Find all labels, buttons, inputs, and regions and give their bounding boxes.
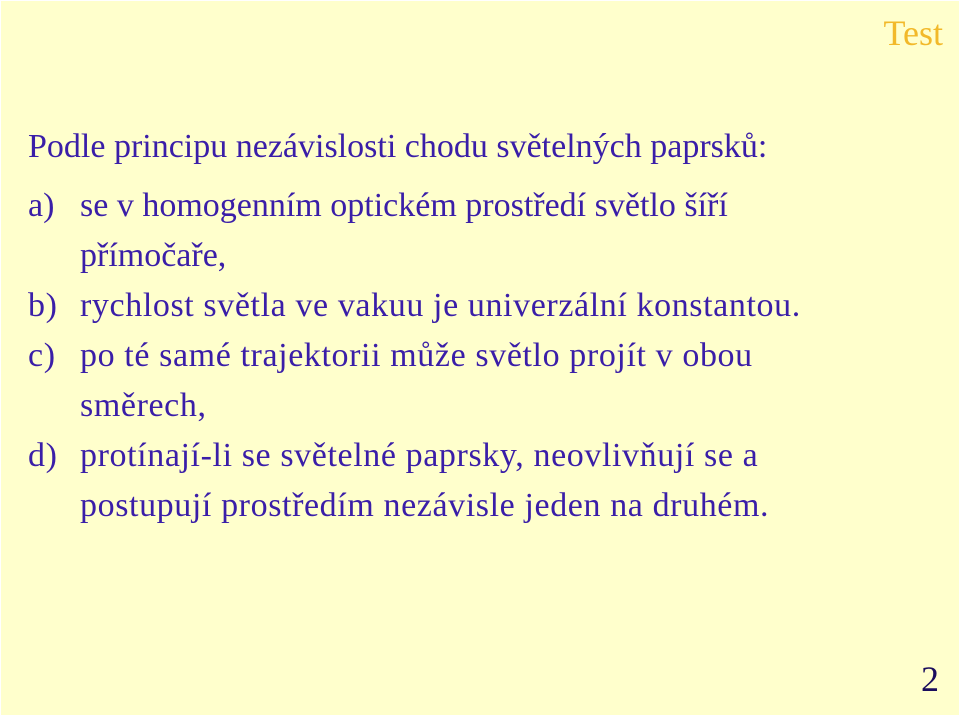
option-line: rychlost světla ve vakuu je univerzální konstantou. [80,287,801,324]
option-b [28,281,938,331]
option-marker: c) [28,337,56,374]
option-c [28,331,938,431]
slide-label: Test [883,13,943,53]
option-marker: a) [28,187,55,224]
option-line: se v homogenním optickém prostředí světlo šíří [80,187,728,224]
page-number: 2 [921,659,939,699]
option-line: směrech, [80,387,207,424]
answer-options [28,181,938,531]
option-a [28,181,938,281]
slide [1,1,959,715]
option-d [28,431,938,531]
option-marker: b) [28,287,58,324]
option-line: protínají-li se světelné paprsky, neovlivňují se a [80,437,759,474]
option-line: postupují prostředím nezávisle jeden na druhém. [80,487,770,524]
option-line: přímočaře, [80,237,227,274]
question-heading: Podle principu nezávislosti chodu světelných paprsků: [28,128,768,165]
option-marker: d) [28,437,58,474]
option-line: po té samé trajektorii může světlo projít v obou [80,337,753,374]
